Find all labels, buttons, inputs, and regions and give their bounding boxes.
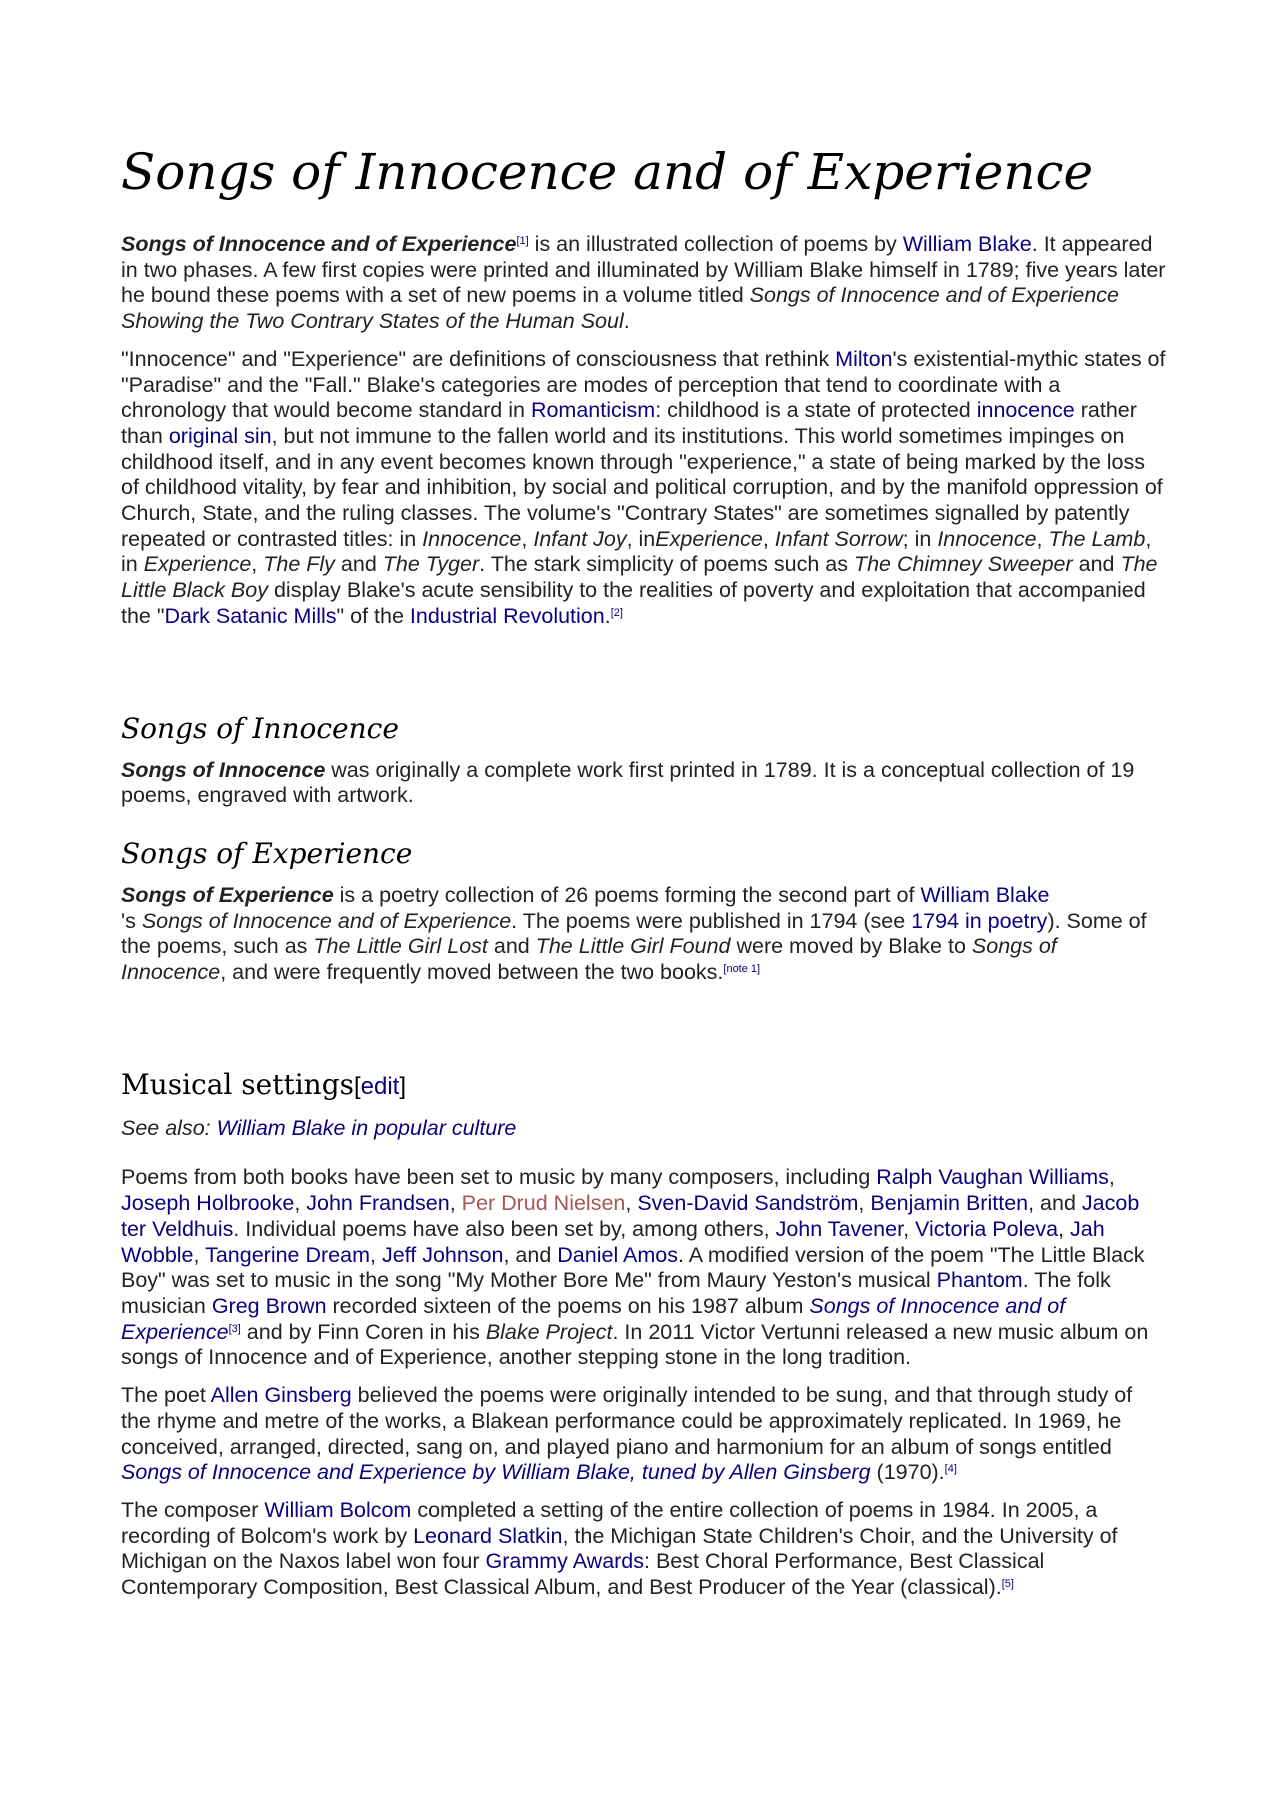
link-wobble[interactable]: Jah Wobble — [121, 1216, 1105, 1267]
intro-paragraph: Songs of Innocence and of Experience[1] is an illustrated collection of poems by William Blake. It appeared in two phases. A few first copies were printed and illuminated by William Blake himself in 1789; five years later he bound these poems with a set of new poems in a volume titled Songs of Innocence and of Experience Showing the Two Contrary States of the Human Soul. — [121, 232, 1166, 334]
page-title: Songs of Innocence and of Experience — [121, 143, 1094, 201]
link-poleva[interactable]: Victoria Poleva — [915, 1216, 1059, 1241]
ref-2[interactable]: [2] — [610, 606, 623, 619]
link-frandsen[interactable]: John Frandsen — [306, 1191, 450, 1216]
link-britten[interactable]: Benjamin Britten — [870, 1191, 1029, 1216]
link-tavener[interactable]: John Tavener — [775, 1216, 904, 1241]
link-original-sin[interactable]: original sin — [168, 423, 272, 448]
ref-5[interactable]: [5] — [1001, 1578, 1014, 1591]
link-jeff-johnson[interactable]: Jeff Johnson — [381, 1242, 504, 1267]
innocence-paragraph: Songs of Innocence was originally a complete work first printed in 1789. It is a conceptual collection of 19 poems, engraved with artwork. — [121, 757, 1135, 808]
link-greg-brown-album[interactable]: Songs of Innocence and of Experience — [121, 1293, 1066, 1344]
link-daniel-amos[interactable]: Daniel Amos — [557, 1242, 678, 1267]
heading-songs-of-innocence: Songs of Innocence — [121, 711, 399, 745]
intro-bold-title: Songs of Innocence and of Experience — [121, 232, 517, 256]
link-ginsberg[interactable]: Allen Ginsberg — [210, 1383, 352, 1408]
edit-link[interactable]: edit — [360, 1072, 400, 1100]
link-milton[interactable]: Milton — [835, 346, 893, 371]
link-ginsberg-album[interactable]: Songs of Innocence and Experience by William Blake, tuned by Allen Ginsberg — [121, 1460, 871, 1485]
note-1[interactable]: [note 1] — [723, 963, 761, 976]
link-dark-satanic-mills[interactable]: Dark Satanic Mills — [164, 603, 337, 628]
link-william-blake-2[interactable]: William Blake — [920, 882, 1050, 907]
musical-paragraph-3: The composer William Bolcom completed a setting of the entire collection of poems in 1984. In 2005, a recording of Bolcom's work by Leonard Slatkin, the Michigan State Children's Choir, and the University of Michigan on the Naxos label won four Grammy Awards: Best Choral Performance, Best Classical Contemporary Composition, Best Classical Album, and Best Producer of the Year (classical).[5] — [121, 1497, 1118, 1600]
experience-paragraph: Songs of Experience is a poetry collection of 26 poems forming the second part of William Blake 's Songs of Innocence and of Experience. The poems were published in 1794 (see 1794 in poetry). Some of the poems, such as The Little Girl Lost and The Little Girl Found were moved by Blake to Songs of Innocence, and were frequently moved between the two books.[note 1] — [121, 882, 1147, 985]
heading-songs-of-experience: Songs of Experience — [121, 836, 413, 870]
link-bolcom[interactable]: William Bolcom — [264, 1497, 412, 1522]
section-spacer — [121, 642, 1167, 712]
ref-1[interactable]: [1] — [516, 235, 529, 247]
ref-3[interactable]: [3] — [228, 1322, 241, 1335]
link-romanticism[interactable]: Romanticism — [530, 398, 656, 423]
link-slatkin[interactable]: Leonard Slatkin — [413, 1523, 563, 1548]
ref-4[interactable]: [4] — [944, 1463, 957, 1476]
link-innocence[interactable]: innocence — [976, 398, 1075, 423]
musical-paragraph-2: The poet Allen Ginsberg believed the poems were originally intended to be sung, and that through study of the rhyme and metre of the works, a Blakean performance could be approximately replicated. In 1969, he conceived, arranged, directed, sang on, and played piano and harmonium for an album of songs entitled Songs of Innocence and Experience by William Blake, tuned by Allen Ginsberg (1970).[4] — [121, 1383, 1133, 1485]
link-greg-brown[interactable]: Greg Brown — [211, 1293, 327, 1318]
see-also: See also: William Blake in popular culture — [121, 1115, 517, 1140]
link-grammy-awards[interactable]: Grammy Awards — [485, 1549, 645, 1574]
link-sandstrom[interactable]: Sven-David Sandström — [637, 1191, 859, 1216]
link-1794-in-poetry[interactable]: 1794 in poetry — [911, 908, 1048, 933]
link-phantom[interactable]: Phantom — [936, 1268, 1023, 1293]
link-industrial-revolution[interactable]: Industrial Revolution — [409, 603, 605, 628]
link-nielsen[interactable]: Per Drud Nielsen — [461, 1191, 626, 1216]
link-william-blake[interactable]: William Blake — [902, 232, 1032, 256]
link-blake-popular-culture[interactable]: William Blake in popular culture — [216, 1115, 517, 1140]
section-spacer-2 — [121, 998, 1167, 1068]
themes-paragraph: "Innocence" and "Experience" are definitions of consciousness that rethink Milton's existential-mythic states of "Paradise" and the "Fall." Blake's categories are modes of perception that tend to coordinate with a chronology that would become standard in Romanticism: childhood is a state of protected innocence rather than original sin, but not immune to the fallen world and its institutions. This world sometimes impinges on childhood itself, and in any event becomes known through "experience," a state of being marked by the loss of childhood vitality, by fear and inhibition, by social and political corruption, and by the manifold oppression of Church, State, and the ruling classes. The volume's "Contrary States" are sometimes signalled by patently repeated or contrasted titles: in Innocence, Infant Joy, inExperience, Infant Sorrow; in Innocence, The Lamb, in Experience, The Fly and The Tyger. The stark simplicity of poems such as The Chimney Sweeper and The Little Black Boy display Blake's acute sensibility to the realities of poverty and exploitation that accompanied the "Dark Satanic Mills" of the Industrial Revolution.[2] — [121, 346, 1166, 628]
link-tangerine-dream[interactable]: Tangerine Dream — [205, 1242, 370, 1267]
link-holbrooke[interactable]: Joseph Holbrooke — [121, 1191, 295, 1216]
link-veldhuis[interactable]: Jacob ter Veldhuis — [121, 1191, 1140, 1241]
article — [121, 142, 1167, 1613]
heading-musical-settings: Musical settings[edit] — [121, 1067, 407, 1101]
link-vaughan-williams[interactable]: Ralph Vaughan Williams — [876, 1165, 1109, 1190]
musical-paragraph-1: Poems from both books have been set to music by many composers, including Ralph Vaughan Williams, Joseph Holbrooke, John Frandsen, Per Drud Nielsen, Sven-David Sandström, Benjamin Britten, and Jacob ter Veldhuis. Individual poems have also been set by, among others, John Tavener, Victoria Poleva, Jah Wobble, Tangerine Dream, Jeff Johnson, and Daniel Amos. A modified version of the poem "The Little Black Boy" was set to music in the song "My Mother Bore Me" from Maury Yeston's musical Phantom. The folk musician Greg Brown recorded sixteen of the poems on his 1987 album Songs of Innocence and of Experience[3] and by Finn Coren in his Blake Project. In 2011 Victor Vertunni released a new music album on songs of Innocence and of Experience, another stepping stone in the long tradition. — [121, 1165, 1149, 1370]
